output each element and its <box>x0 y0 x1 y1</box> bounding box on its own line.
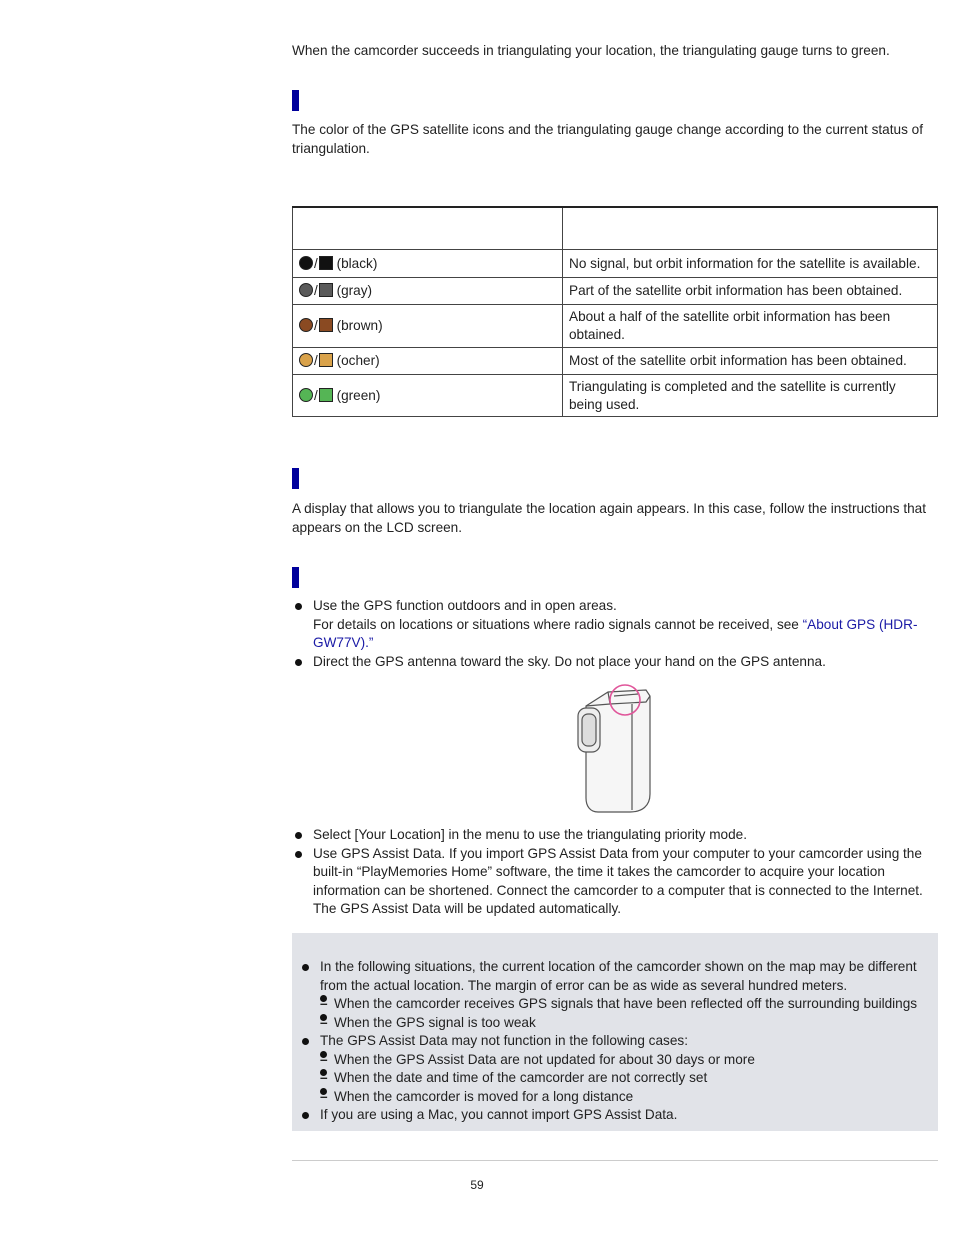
slash: / <box>314 318 318 333</box>
notes-sublist <box>320 995 935 1032</box>
tip-antenna: Direct the GPS antenna toward the sky. Do not place your hand on the GPS antenna. <box>313 653 826 669</box>
note-assist-data: The GPS Assist Data may not function in the following cases: <box>320 1033 688 1048</box>
table-row <box>293 348 938 375</box>
camcorder-antenna-illustration <box>572 682 656 814</box>
list-item <box>292 826 934 845</box>
satellite-status-table <box>292 206 938 417</box>
satellite-circle-icon <box>299 318 313 332</box>
slash: / <box>314 387 318 403</box>
list-item: – When the camcorder receives GPS signals that have been reflected off the surrounding buildings <box>320 995 935 1014</box>
tip-assist-data: Use GPS Assist Data. If you import GPS Assist Data from your computer to your camcorder using the built-in “PlayMemories Home” software, the time it takes the camcorder to acquire your location information can be shortened. Connect the camcorder to a computer that is connected to the Internet. The GPS Assist Data will be updated automatically. <box>313 845 923 916</box>
satellite-square-icon <box>319 283 333 297</box>
table-cell-icon <box>293 348 563 375</box>
notes-sublist <box>320 1051 935 1107</box>
table-cell-desc: About a half of the satellite orbit information has been obtained. <box>563 305 938 348</box>
color-name: (black) <box>336 255 378 271</box>
about-gps-link[interactable]: “About GPS (HDR-GW77V).” <box>313 616 918 650</box>
color-name: (green) <box>336 387 381 403</box>
tips-list <box>292 597 934 671</box>
color-name: (ocher) <box>336 353 380 368</box>
satellite-circle-icon <box>299 283 313 297</box>
list-item <box>299 1032 935 1106</box>
table-cell-icon <box>293 278 563 305</box>
note-mac: If you are using a Mac, you cannot import GPS Assist Data. <box>320 1107 678 1122</box>
list-item: – When the camcorder is moved for a long distance <box>320 1088 935 1107</box>
status-description: The color of the GPS satellite icons and the triangulating gauge change according to the current status of triangulation. <box>292 122 923 156</box>
table-header-cell-status <box>563 207 938 250</box>
table-row <box>293 278 938 305</box>
table-row <box>293 305 938 348</box>
slash: / <box>314 255 318 271</box>
table-cell-icon <box>293 375 563 417</box>
section-bar-retriangulate <box>292 468 299 489</box>
satellite-circle-icon <box>299 353 313 367</box>
satellite-square-icon <box>319 353 333 367</box>
section-bar-status <box>292 90 299 111</box>
table-cell-icon <box>293 250 563 278</box>
list-item <box>292 845 934 919</box>
satellite-square-icon <box>319 318 333 332</box>
table-header-cell-icon <box>293 207 563 250</box>
table-cell-desc: Most of the satellite orbit information has been obtained. <box>563 348 938 375</box>
satellite-square-icon <box>319 256 333 270</box>
list-item: – When the date and time of the camcorder are not correctly set <box>320 1069 935 1088</box>
color-name: (gray) <box>336 283 373 298</box>
satellite-circle-icon <box>299 388 313 402</box>
notes-box <box>292 933 938 1131</box>
list-item: – When the GPS Assist Data are not updated for about 30 days or more <box>320 1051 935 1070</box>
footer-divider <box>292 1160 938 1161</box>
intro-text: When the camcorder succeeds in triangulating your location, the triangulating gauge turns to green. <box>292 43 890 58</box>
tip-outdoors: Use the GPS function outdoors and in open areas. <box>313 598 617 613</box>
slash: / <box>314 353 318 368</box>
satellite-square-icon <box>319 388 333 402</box>
tips-list-2 <box>292 826 934 919</box>
table-cell-icon <box>293 305 563 348</box>
table-cell-desc: No signal, but orbit information for the satellite is available. <box>563 250 938 278</box>
list-item <box>292 597 934 653</box>
table-header-row <box>293 207 938 250</box>
table-cell-desc: Part of the satellite orbit information has been obtained. <box>563 278 938 305</box>
note-location-error: In the following situations, the current location of the camcorder shown on the map may be different from the actual location. The margin of error can be as wide as several hundred meters. <box>320 959 917 993</box>
slash: / <box>314 283 318 298</box>
tip-priority-mode: Select [Your Location] in the menu to use the triangulating priority mode. <box>313 827 748 842</box>
list-item <box>299 958 935 1032</box>
table-row <box>293 375 938 417</box>
section-bar-tips <box>292 567 299 588</box>
tip-details-prefix: For details on locations or situations where radio signals cannot be received, see <box>313 616 803 632</box>
list-item <box>299 1106 935 1125</box>
table-cell-desc: Triangulating is completed and the satellite is currently being used. <box>563 375 938 417</box>
color-name: (brown) <box>336 318 383 333</box>
satellite-circle-icon <box>299 256 313 270</box>
table-row <box>293 250 938 278</box>
list-item: – When the GPS signal is too weak <box>320 1014 935 1033</box>
retriangulate-description: A display that allows you to triangulate the location again appears. In this case, follow the instructions that appears on the LCD screen. <box>292 501 926 535</box>
notes-list <box>299 958 935 1125</box>
list-item <box>292 653 934 672</box>
page-number: 59 <box>470 1178 484 1192</box>
